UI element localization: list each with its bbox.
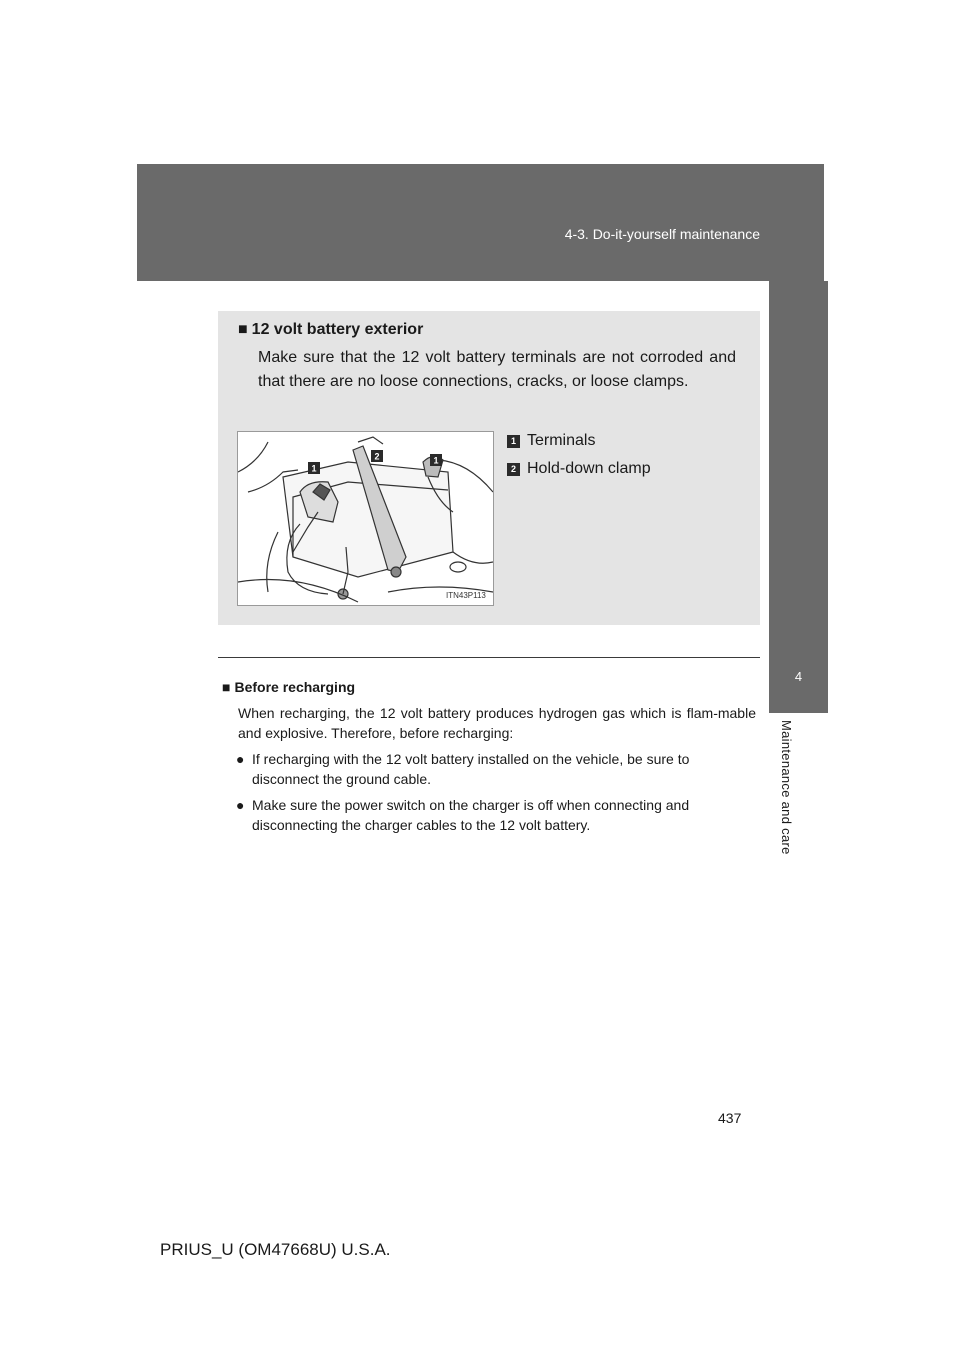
box-paragraph: Make sure that the 12 volt battery terminals are not corroded and that there are no loose connections, cracks, or loose clamps.	[258, 349, 736, 390]
chapter-tab	[769, 281, 828, 713]
callout-legend	[507, 427, 651, 483]
callout-1-label: Terminals	[527, 432, 596, 449]
callout-1-icon: 1	[507, 435, 520, 448]
section-divider	[218, 657, 760, 658]
svg-text:1: 1	[433, 455, 439, 466]
callout-2-icon: 2	[507, 463, 520, 476]
figure-code: ITN43P113	[446, 591, 486, 600]
notes-heading	[222, 677, 756, 697]
heading-square-icon: ■	[238, 321, 248, 338]
box-heading	[238, 321, 423, 339]
page-number: 437	[718, 1110, 742, 1126]
notes-paragraph: When recharging, the 12 volt battery produces hydrogen gas which is flam-mable and explosive. Therefore, before recharging:	[238, 705, 756, 741]
chapter-label: Maintenance and care	[779, 720, 794, 855]
recharging-notes	[222, 677, 756, 841]
chapter-tab-number: 4	[794, 669, 803, 684]
bullet-icon: ●	[236, 797, 245, 813]
list-item	[222, 749, 756, 789]
header-band	[137, 164, 824, 281]
battery-drawing	[238, 432, 493, 605]
battery-illustration	[237, 431, 494, 606]
bullet-text: If recharging with the 12 volt battery installed on the vehicle, be sure to disconnect the ground cable.	[252, 751, 690, 787]
box-heading-text: 12 volt battery exterior	[251, 321, 424, 338]
bullet-text: Make sure the power switch on the charger is off when connecting and disconnecting the charger cables to the 12 volt battery.	[252, 797, 690, 833]
svg-text:1: 1	[311, 463, 317, 474]
callout-terminals	[507, 427, 651, 455]
list-item	[222, 795, 756, 835]
footer-model: PRIUS_U (OM47668U) U.S.A.	[160, 1240, 391, 1259]
svg-text:2: 2	[374, 451, 380, 462]
bullet-icon: ●	[236, 751, 245, 767]
notes-heading-text: Before recharging	[234, 679, 356, 695]
battery-exterior-box	[218, 311, 760, 625]
section-title: 4-3. Do-it-yourself maintenance	[564, 226, 760, 242]
callout-2-label: Hold-down clamp	[527, 460, 651, 477]
callout-hold-down-clamp	[507, 455, 651, 483]
heading-square-icon: ■	[222, 679, 231, 695]
